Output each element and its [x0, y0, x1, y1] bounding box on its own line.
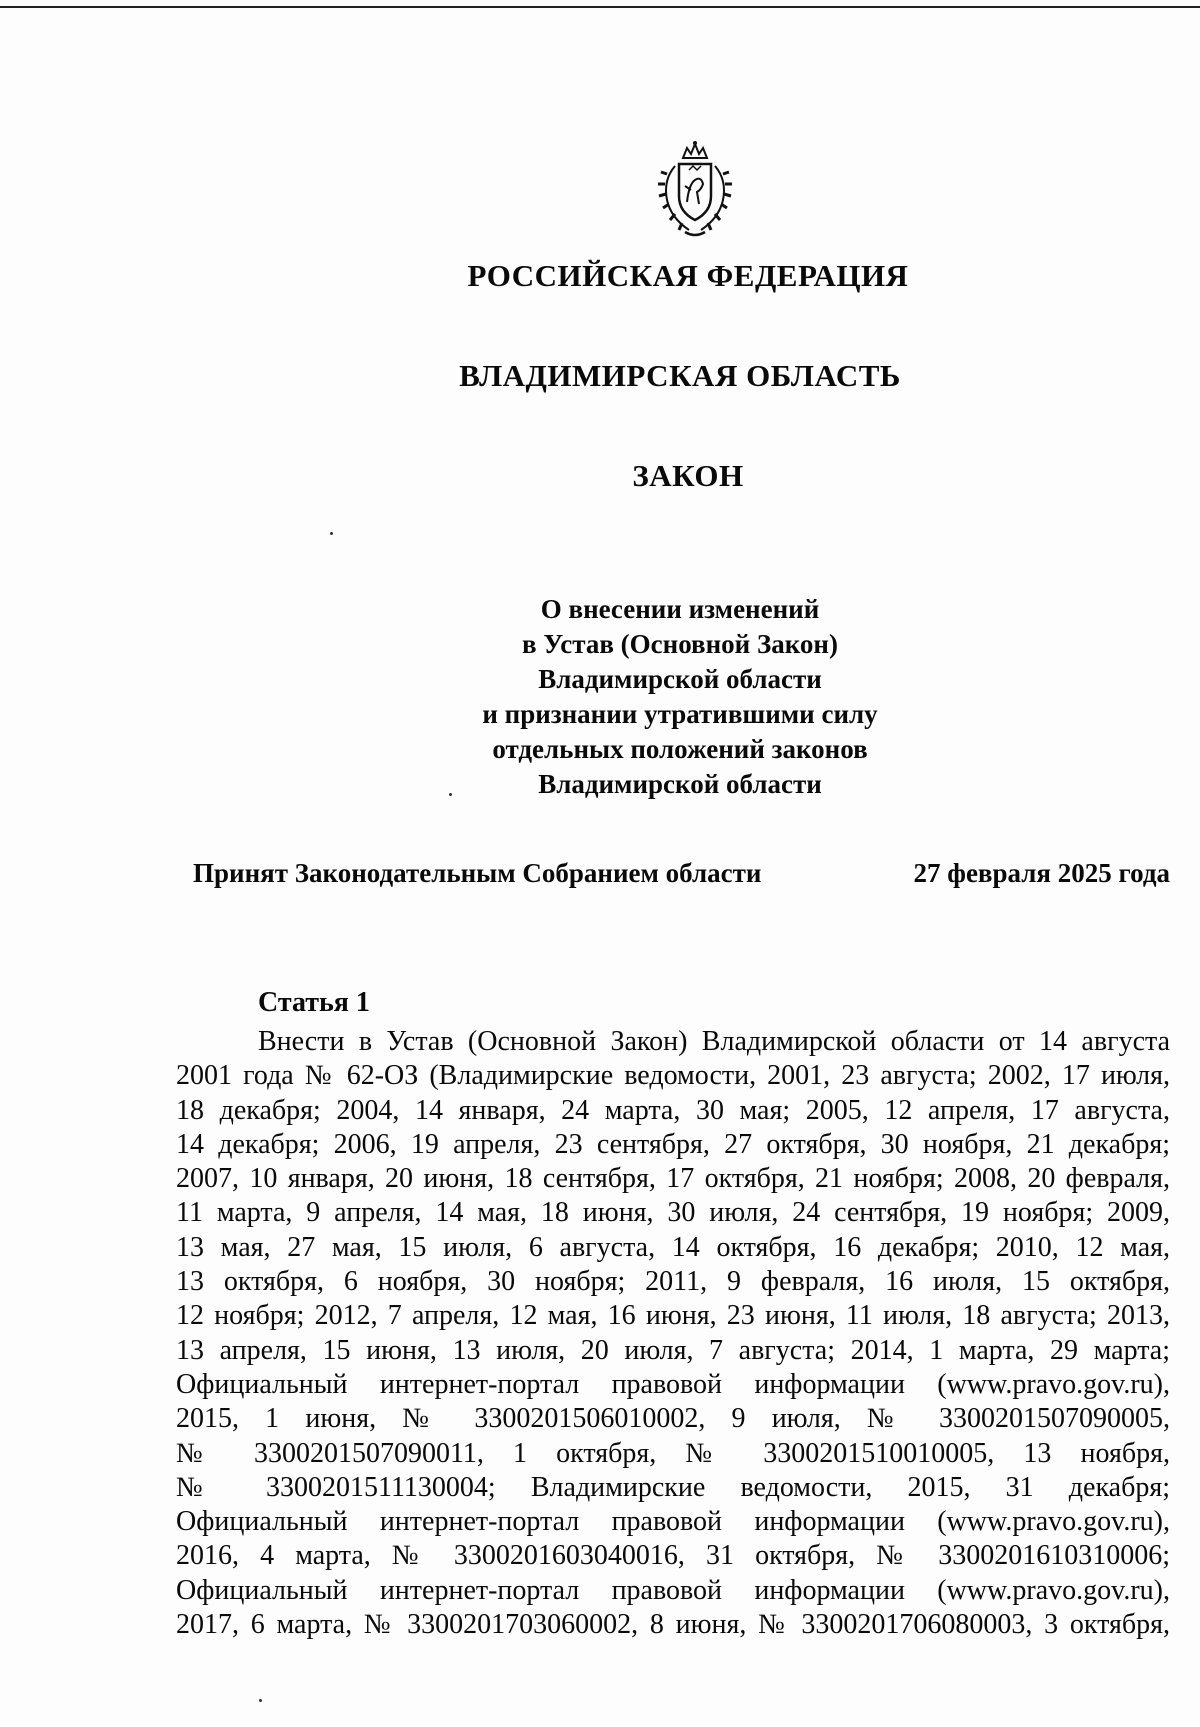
article-line: 11 марта, 9 апреля, 14 мая, 18 июня, 30 июля, 24 сентября, 19 ноября; 2009, [176, 1197, 1170, 1229]
article-line: 2001 года № 62-ОЗ (Владимирские ведомости, 2001, 23 августа; 2002, 17 июля, [176, 1060, 1170, 1092]
law-title-line: в Устав (Основной Закон) [522, 629, 838, 659]
article-line: Официальный интернет-портал правовой информации (www.pravo.gov.ru), [176, 1574, 1170, 1606]
article-line: 2017, 6 марта, № 3300201703060002, 8 июня, № 3300201706080003, 3 октября, [176, 1609, 1170, 1641]
scan-speck [449, 793, 452, 796]
article-heading: Статья 1 [258, 987, 370, 1018]
article-line: 2016, 4 марта, № 3300201603040016, 31 октября, № 3300201610310006; [176, 1540, 1170, 1572]
law-title-line: отдельных положений законов [492, 734, 868, 764]
article-line: 2015, 1 июня, № 3300201506010002, 9 июля, № 3300201507090005, [176, 1403, 1170, 1435]
scan-edge-line [0, 6, 1200, 8]
law-title-line: Владимирской области [538, 769, 822, 799]
article-line: 18 декабря; 2004, 14 января, 24 марта, 30 мая; 2005, 12 апреля, 17 августа, [176, 1094, 1170, 1126]
article-body [176, 1025, 1170, 1642]
federation-heading: РОССИЙСКАЯ ФЕДЕРАЦИЯ [467, 258, 909, 293]
adoption-label: Принят Законодательным Собранием области [193, 858, 762, 888]
law-title [400, 592, 960, 802]
article-line: Официальный интернет-портал правовой информации (www.pravo.gov.ru), [176, 1368, 1170, 1400]
article-line: Официальный интернет-портал правовой информации (www.pravo.gov.ru), [176, 1506, 1170, 1538]
article-line: 13 апреля, 15 июня, 13 июля, 20 июля, 7 августа; 2014, 1 марта, 29 марта; [176, 1334, 1170, 1366]
article-line: 14 декабря; 2006, 19 апреля, 23 сентября, 27 октября, 30 ноября, 21 декабря; [176, 1128, 1170, 1160]
region-heading: ВЛАДИМИРСКАЯ ОБЛАСТЬ [459, 358, 901, 393]
scan-speck [259, 1699, 262, 1702]
law-title-line: и признании утратившими силу [482, 699, 878, 729]
article-line: 13 мая, 27 мая, 15 июля, 6 августа, 14 октября, 16 декабря; 2010, 12 мая, [176, 1231, 1170, 1263]
scan-speck [330, 532, 333, 535]
document-type-heading: ЗАКОН [632, 458, 744, 493]
article-line: № 3300201507090011, 1 октября, № 3300201510010005, 13 ноября, [176, 1437, 1170, 1469]
coat-of-arms-icon [655, 140, 735, 240]
adoption-date: 27 февраля 2025 года [913, 858, 1170, 888]
article-line: 13 октября, 6 ноября, 30 ноября; 2011, 9 февраля, 16 июля, 15 октября, [176, 1266, 1170, 1298]
article-line: № 3300201511130004; Владимирские ведомости, 2015, 31 декабря; [176, 1471, 1170, 1503]
article-line: 2007, 10 января, 20 июня, 18 сентября, 17 октября, 21 ноября; 2008, 20 февраля, [176, 1163, 1170, 1195]
article-line: Внести в Устав (Основной Закон) Владимирской области от 14 августа [258, 1026, 1170, 1057]
law-title-line: Владимирской области [538, 664, 822, 694]
law-title-line: О внесении изменений [540, 594, 820, 624]
article-line: 12 ноября; 2012, 7 апреля, 12 мая, 16 июня, 23 июня, 11 июля, 18 августа; 2013, [176, 1300, 1170, 1332]
